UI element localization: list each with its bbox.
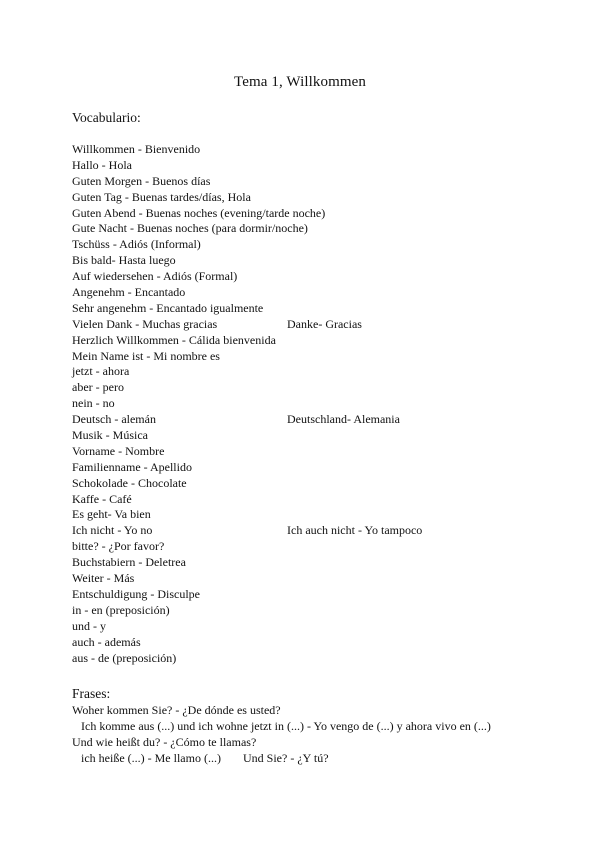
vocab-item-text: Sehr angenehm - Encantado igualmente <box>72 300 264 315</box>
vocabulary-heading: Vocabulario: <box>72 110 141 125</box>
phrase-item-text: ich heiße (...) - Me llamo (...) <box>81 751 221 765</box>
vocab-item <box>72 174 325 190</box>
vocab-item-extra: Deutschland- Alemania <box>287 412 400 427</box>
vocab-item <box>72 651 325 667</box>
phrases-list <box>72 702 491 766</box>
vocab-item <box>72 476 325 492</box>
vocab-item-text: Vorname - Nombre <box>72 443 165 458</box>
vocab-item-text: aber - pero <box>72 380 124 395</box>
vocab-item-extra: Danke- Gracias <box>287 316 362 331</box>
vocab-item-text: Ich nicht - Yo no <box>72 523 153 538</box>
vocab-item <box>72 523 423 539</box>
vocab-item <box>72 206 325 222</box>
phrase-item-text: Und wie heißt du? - ¿Cómo te llamas? <box>72 735 257 749</box>
vocabulary-list <box>72 142 423 666</box>
phrase-item-text: Ich komme aus (...) und ich wohne jetzt in (...) - Yo vengo de (...) y ahora vivo en (...) <box>81 719 491 733</box>
vocab-item-text: und - y <box>72 618 106 633</box>
vocab-item-text: bitte? - ¿Por favor? <box>72 539 165 554</box>
phrase-item <box>72 718 491 734</box>
vocab-item <box>72 364 325 380</box>
vocab-item <box>72 507 325 523</box>
vocab-item <box>72 412 400 428</box>
phrases-heading: Frases: <box>72 686 111 701</box>
vocab-item-text: Musik - Música <box>72 428 148 443</box>
vocab-item-text: Mein Name ist - Mi nombre es <box>72 348 220 363</box>
vocab-item <box>72 428 325 444</box>
phrase-item <box>72 750 491 766</box>
vocab-item <box>72 587 325 603</box>
vocab-item <box>72 237 325 253</box>
vocab-item-text: in - en (preposición) <box>72 602 170 617</box>
vocab-item <box>72 539 325 555</box>
vocab-item <box>72 603 325 619</box>
vocab-item-text: Hallo - Hola <box>72 157 132 172</box>
vocab-item <box>72 269 325 285</box>
phrase-item <box>72 734 491 750</box>
vocab-item <box>72 460 325 476</box>
vocab-item-text: Guten Morgen - Buenos días <box>72 173 211 188</box>
vocab-item-text: Guten Abend - Buenas noches (evening/tarde noche) <box>72 205 326 220</box>
vocab-item <box>72 380 325 396</box>
vocab-item-text: Weiter - Más <box>72 571 135 586</box>
phrase-item-text: Woher kommen Sie? - ¿De dónde es usted? <box>72 703 281 717</box>
vocab-item <box>72 571 325 587</box>
vocab-item-text: aus - de (preposición) <box>72 650 177 665</box>
phrase-item-extra: Und Sie? - ¿Y tú? <box>243 751 329 765</box>
vocab-item-text: Bis bald- Hasta luego <box>72 253 176 268</box>
vocab-item <box>72 253 325 269</box>
vocab-item-text: jetzt - ahora <box>72 364 130 379</box>
vocab-item-text: Schokolade - Chocolate <box>72 475 187 490</box>
vocab-item-text: Es geht- Va bien <box>72 507 151 522</box>
vocab-item-text: Entschuldigung - Disculpe <box>72 586 200 601</box>
vocab-item-text: Kaffe - Café <box>72 491 132 506</box>
vocab-item-text: Angenehm - Encantado <box>72 285 186 300</box>
vocab-item-text: Guten Tag - Buenas tardes/días, Hola <box>72 189 251 204</box>
vocab-item-text: Tschüss - Adiós (Informal) <box>72 237 201 252</box>
vocab-item <box>72 316 362 333</box>
vocab-item <box>72 158 325 174</box>
vocab-item <box>72 190 325 206</box>
vocab-item-text: Herzlich Willkommen - Cálida bienvenida <box>72 332 276 347</box>
vocab-item <box>72 555 325 571</box>
vocab-item-text: Willkommen - Bienvenido <box>72 142 201 156</box>
vocab-item-text: Vielen Dank - Muchas gracias <box>72 316 218 331</box>
vocab-item-text: Buchstabiern - Deletrea <box>72 555 186 570</box>
phrase-item <box>72 702 491 718</box>
vocab-item <box>72 333 325 349</box>
vocab-item <box>72 221 325 237</box>
vocab-item-text: auch - además <box>72 634 141 649</box>
vocab-item-text: Deutsch - alemán <box>72 412 156 427</box>
vocab-item-text: Gute Nacht - Buenas noches (para dormir/noche) <box>72 221 308 236</box>
vocab-item <box>72 635 325 651</box>
vocab-item <box>72 349 325 365</box>
vocab-item-text: nein - no <box>72 396 115 411</box>
vocab-item <box>72 301 325 317</box>
vocab-item <box>72 444 325 460</box>
vocab-item <box>72 142 325 158</box>
vocab-item <box>72 285 325 301</box>
vocab-item <box>72 396 325 412</box>
vocab-item-text: Familienname - Apellido <box>72 459 192 474</box>
vocab-item <box>72 619 325 635</box>
vocab-item <box>72 492 325 508</box>
vocab-item-text: Auf wiedersehen - Adiós (Formal) <box>72 269 238 284</box>
vocab-item-extra: Ich auch nicht - Yo tampoco <box>287 523 423 538</box>
document-title: Tema 1, Willkommen <box>234 74 366 90</box>
